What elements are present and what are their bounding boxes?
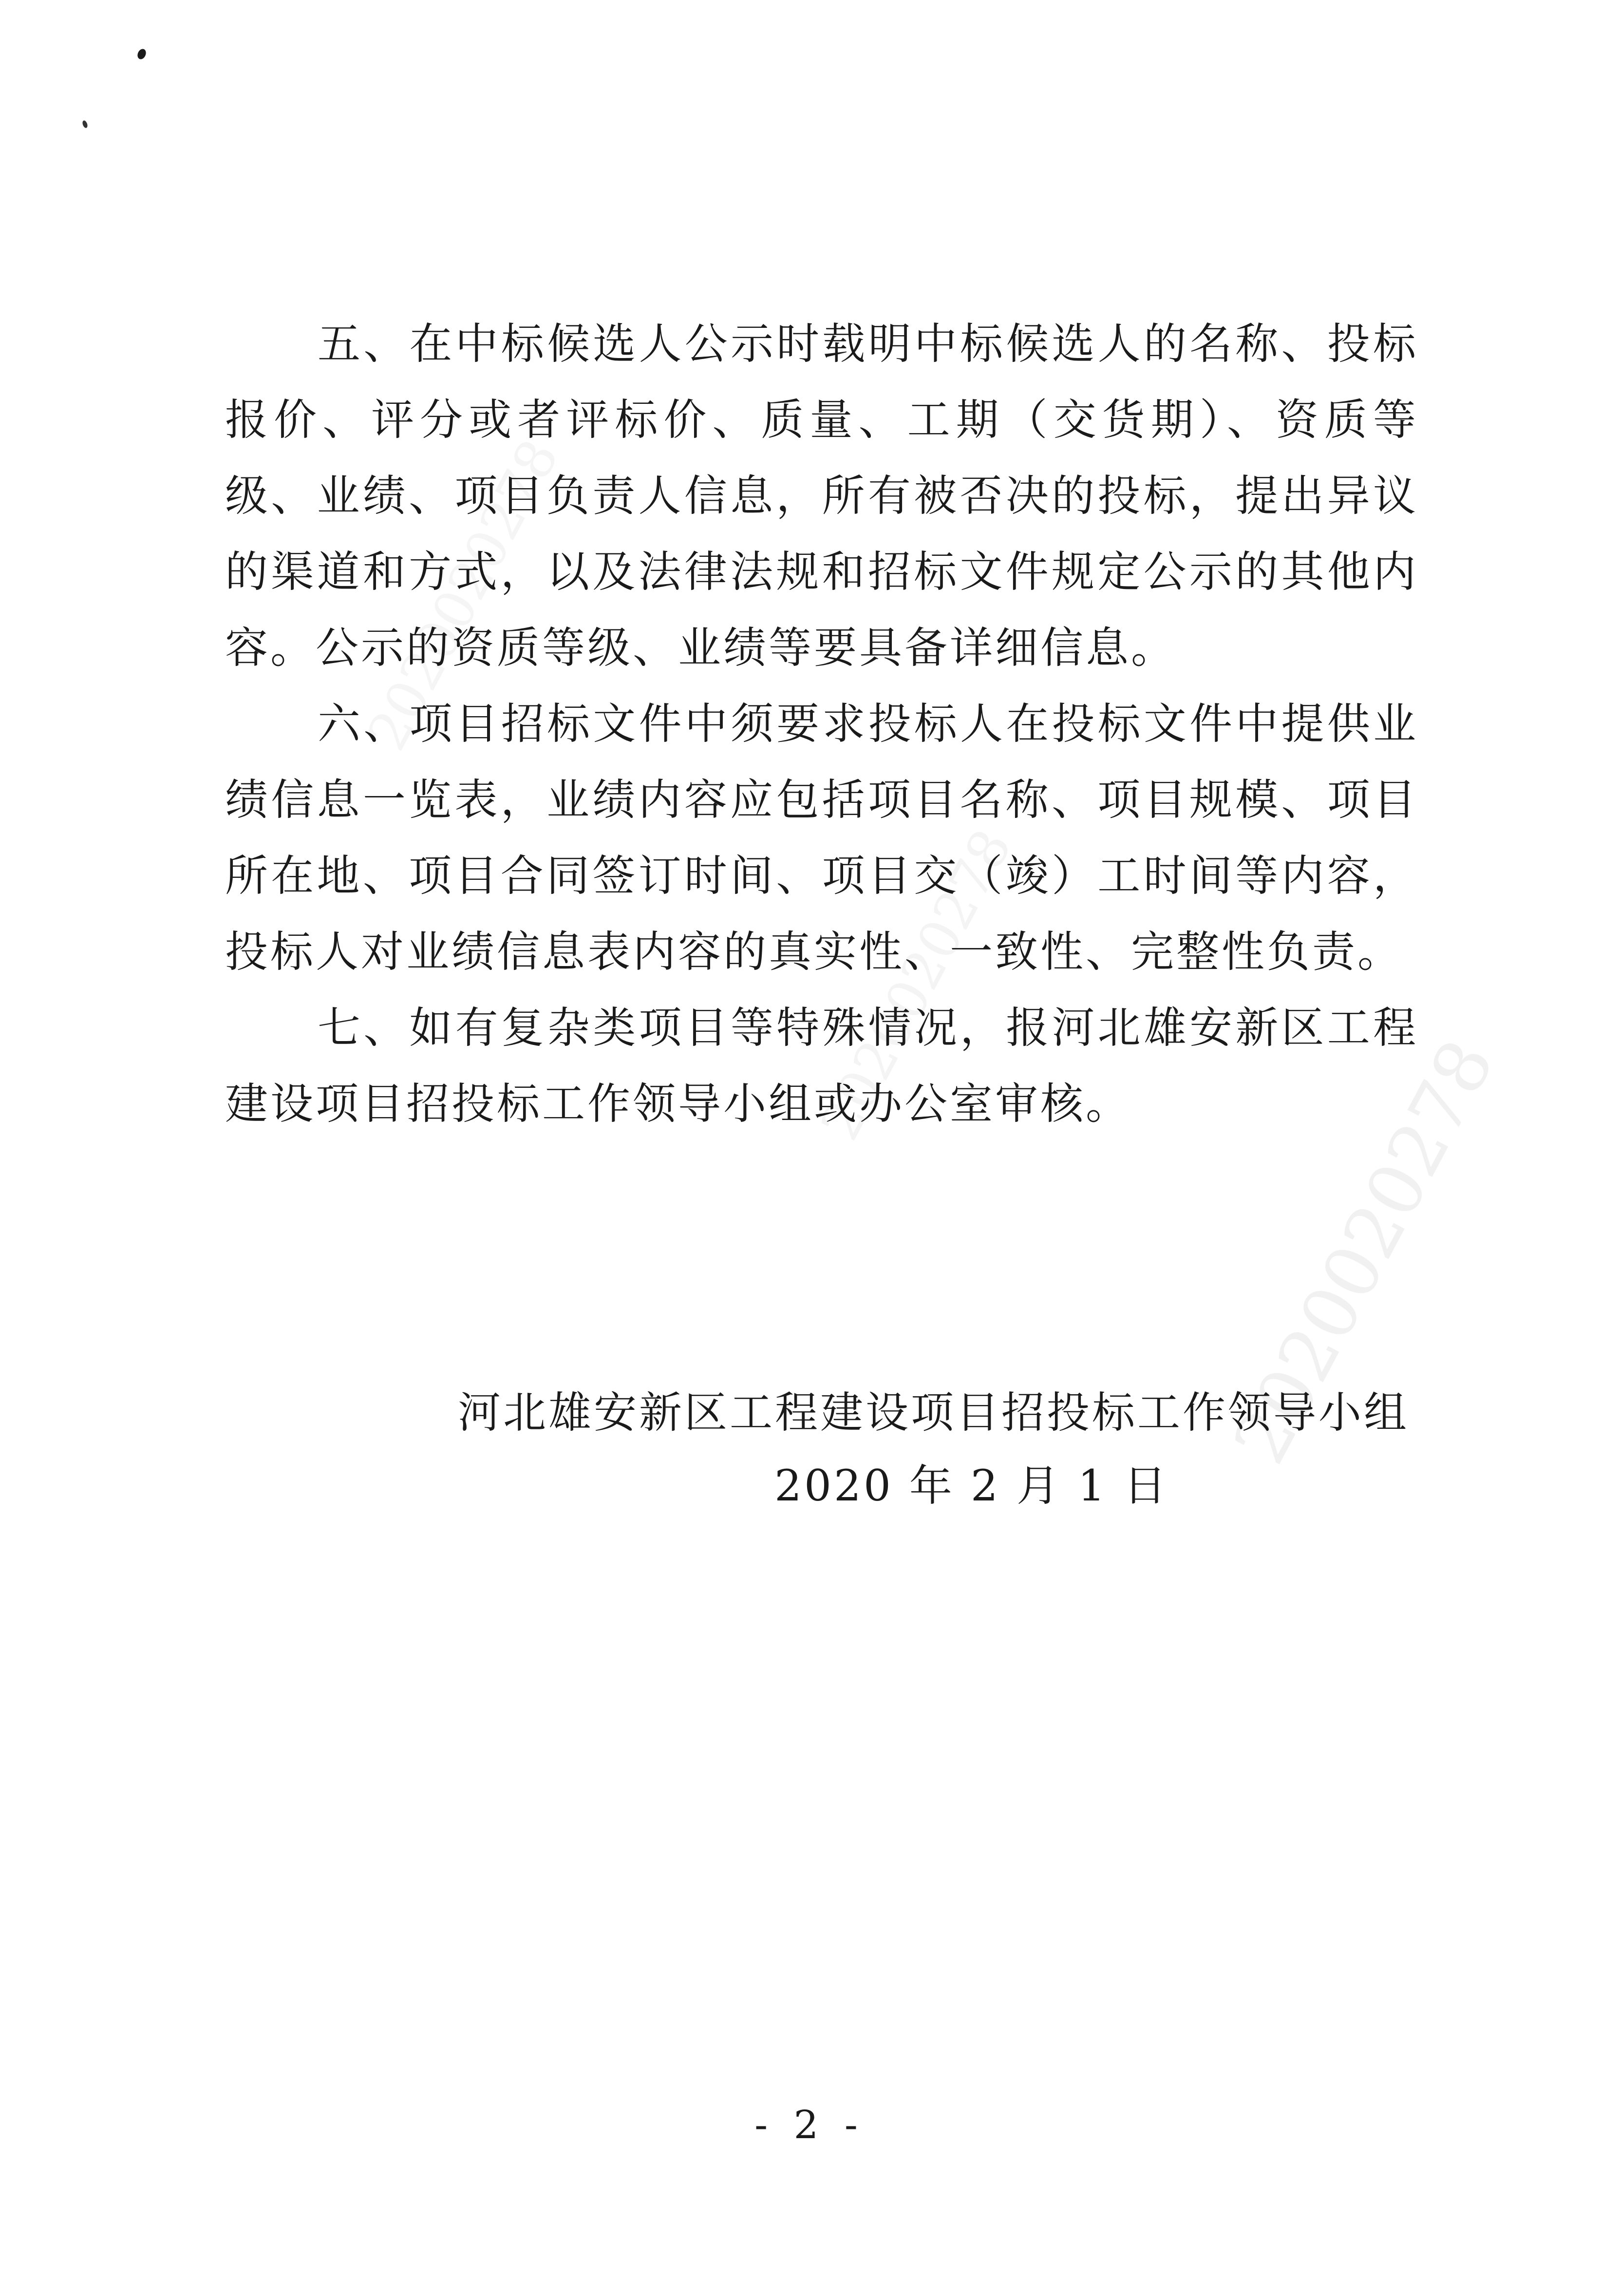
watermark: 2020020278 bbox=[356, 430, 571, 760]
page-number: - 2 - bbox=[754, 2102, 865, 2147]
paragraph-item-6: 六、项目招标文件中须要求投标人在投标文件中提供业绩信息一览表，业绩内容应包括项目名称、项目规模、项目所在地、项目合同签订时间、项目交（竣）工时间等内容，投标人对业绩信息表内容的真实性、一致性、完整性负责。 bbox=[225, 699, 1418, 977]
signature-block bbox=[458, 1376, 1408, 1522]
scan-speck bbox=[82, 120, 89, 129]
watermark: 2020020278 bbox=[809, 819, 1024, 1150]
document-body bbox=[225, 306, 1418, 1142]
scan-speck bbox=[136, 48, 148, 61]
paragraph-item-7: 七、如有复杂类项目等特殊情况，报河北雄安新区工程建设项目招投标工作领导小组或办公室审核。 bbox=[225, 1003, 1418, 1129]
watermark: 2020020278 bbox=[1218, 1026, 1511, 1477]
signature-organization: 河北雄安新区工程建设项目招投标工作领导小组 bbox=[458, 1387, 1410, 1438]
paragraph-item-5: 五、在中标候选人公示时载明中标候选人的名称、投标报价、评分或者评标价、质量、工期（交货期）、资质等级、业绩、项目负责人信息，所有被否决的投标，提出异议的渠道和方式，以及法律法规和招标文件规定公示的其他内容。公示的资质等级、业绩等要具备详细信息。 bbox=[225, 319, 1418, 673]
signature-date: 2020 年 2 月 1 日 bbox=[774, 1461, 1169, 1511]
